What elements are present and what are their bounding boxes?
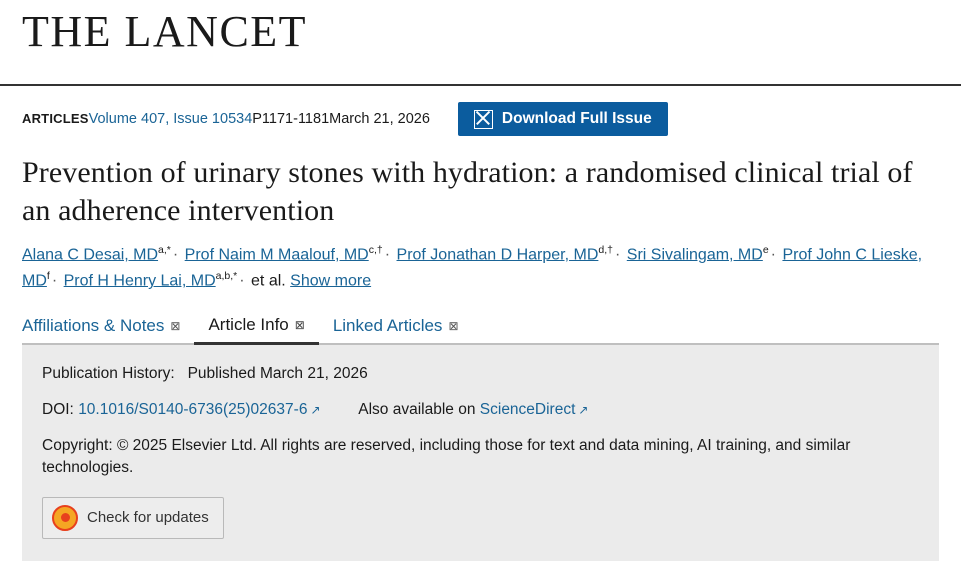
author-separator: ·	[51, 272, 58, 290]
masthead-divider	[0, 84, 961, 86]
tab-affiliations-notes[interactable]	[22, 311, 194, 345]
expand-icon: ⊠	[170, 319, 181, 334]
author-link[interactable]: Alana C Desai, MD	[22, 246, 159, 264]
tab-article-info[interactable]	[194, 310, 318, 345]
publication-history-value: Published March 21, 2026	[187, 365, 368, 383]
author-affiliation-marker: f	[46, 270, 50, 283]
author-affiliation-marker: a,*	[158, 243, 171, 256]
article-tabs	[22, 308, 939, 345]
journal-masthead	[0, 0, 961, 72]
author-link[interactable]: Prof Naim M Maalouf, MD	[184, 246, 369, 264]
crossmark-icon	[52, 505, 78, 531]
author-separator: ·	[615, 246, 621, 264]
also-available-label: Also available on	[358, 400, 476, 418]
page-range: P1171-1181	[252, 111, 330, 127]
author-link[interactable]: Prof Jonathan D Harper, MD	[396, 246, 599, 264]
page-title: Prevention of urinary stones with hydration: a randomised clinical trial of an adherence intervention	[22, 156, 913, 228]
publication-history-label: Publication History:	[42, 365, 175, 383]
download-full-issue-label: Download Full Issue	[501, 110, 652, 127]
author-separator: ·	[239, 272, 245, 290]
publication-history-row	[42, 363, 919, 385]
copyright-text: Copyright: © 2025 Elsevier Ltd. All rights are reserved, including those for text and data mining, AI training, and similar technologies.	[42, 436, 851, 476]
author-link[interactable]: Sri Sivalingam, MD	[626, 246, 763, 264]
author-list	[22, 242, 939, 294]
article-info-panel	[22, 345, 939, 560]
author-link[interactable]: Prof H Henry Lai, MD	[63, 272, 216, 290]
download-pdf-icon	[474, 110, 493, 129]
article-meta-row	[22, 102, 939, 136]
author-affiliation-marker: e	[762, 243, 769, 256]
sciencedirect-link[interactable]: ScienceDirect	[479, 400, 576, 418]
doi-row	[42, 399, 919, 421]
author-affiliation-marker: d,†	[598, 243, 613, 256]
publication-date: March 21, 2026	[329, 111, 430, 127]
doi-link[interactable]: 10.1016/S0140-6736(25)02637-6	[78, 400, 308, 418]
tab-label: Linked Articles	[332, 316, 443, 336]
author-separator: ·	[770, 246, 776, 264]
check-for-updates-label: Check for updates	[87, 509, 209, 527]
show-more-authors-link[interactable]: Show more	[290, 272, 372, 290]
doi-label: DOI:	[42, 400, 74, 418]
tab-linked-articles[interactable]	[319, 311, 473, 345]
author-separator: ·	[172, 246, 179, 264]
check-for-updates-button[interactable]	[42, 497, 224, 539]
volume-issue-link[interactable]: Volume 407, Issue 10534	[88, 111, 253, 127]
section-label: ARTICLES	[22, 111, 89, 126]
author-link[interactable]: Prof John C Lieske, MD	[22, 246, 923, 290]
expand-icon: ⊠	[448, 319, 459, 334]
external-link-icon: ↗	[578, 402, 589, 417]
tab-label: Affiliations & Notes	[22, 316, 165, 336]
author-affiliation-marker: c,†	[368, 243, 383, 256]
author-affiliation-marker: a,b,*	[215, 270, 238, 283]
article-page	[0, 102, 961, 561]
et-al-label: et al.	[251, 272, 286, 290]
journal-title: THE LANCET	[22, 7, 308, 56]
expand-icon: ⊠	[294, 318, 305, 333]
author-separator: ·	[384, 246, 391, 264]
external-link-icon: ↗	[310, 402, 321, 417]
tab-label: Article Info	[208, 315, 289, 335]
download-full-issue-button[interactable]	[458, 102, 668, 136]
